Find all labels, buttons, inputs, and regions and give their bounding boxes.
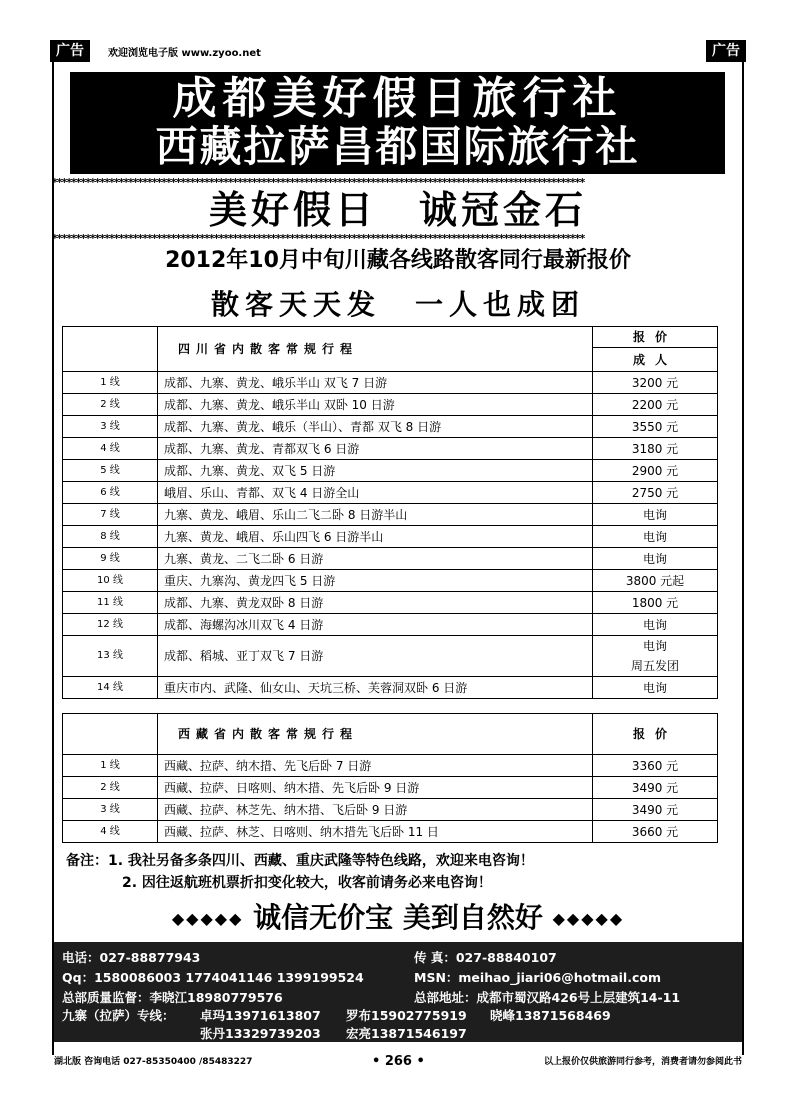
- table-row: [63, 799, 718, 821]
- route-description: 九寨、黄龙、峨眉、乐山二飞二卧 8 日游半山: [158, 504, 593, 526]
- price-value: 电询: [642, 617, 667, 632]
- route-description: 九寨、黄龙、峨眉、乐山四飞 6 日游半山: [158, 526, 593, 548]
- contact-person: 张丹13329739203: [200, 1026, 321, 1041]
- contact-person: 罗布15902775919: [346, 1008, 467, 1023]
- footer-hotline: 湖北版 咨询电话 027-85350400 /85483227: [54, 1057, 253, 1067]
- route-number: 1 线: [63, 372, 158, 394]
- route-price: [593, 394, 718, 416]
- route-price: [593, 460, 718, 482]
- table-row: [63, 636, 718, 677]
- motto-text: 诚信无价宝 美到自然好: [253, 901, 543, 934]
- sichuan-route-rows: [63, 372, 718, 699]
- table-row: [63, 821, 718, 843]
- price-value: 3200 元: [631, 375, 679, 390]
- route-price: [593, 614, 718, 636]
- price-value: 3550 元: [631, 419, 679, 434]
- table-header-row: [63, 327, 718, 348]
- contact-panel: [54, 942, 742, 1042]
- price-value: 2900 元: [631, 463, 679, 478]
- table-row: [63, 482, 718, 504]
- sichuan-heading: 四川省内散客常规行程: [158, 327, 593, 372]
- route-price: [593, 636, 718, 677]
- price-value: 电询: [642, 680, 667, 695]
- route-description: 西藏、拉萨、林芝、日喀则、纳木措先飞后卧 11 日: [158, 821, 593, 843]
- price-value: 2750 元: [631, 485, 679, 500]
- footer-disclaimer: 以上报价仅供旅游同行参考，消费者请勿参阅此书: [543, 1057, 742, 1067]
- table-row: [63, 677, 718, 699]
- phone: 电话：027-88877943: [62, 950, 201, 965]
- route-number: 5 线: [63, 460, 158, 482]
- route-description: 成都、九寨、黄龙、峨乐半山 双飞 7 日游: [158, 372, 593, 394]
- route-description: 西藏、拉萨、林芝先、纳木措、飞后卧 9 日游: [158, 799, 593, 821]
- agency-name-2: 西藏拉萨昌都国际旅行社: [155, 122, 640, 171]
- table-row: [63, 548, 718, 570]
- ad-tag-right: 广告: [706, 40, 746, 62]
- table-row: [63, 504, 718, 526]
- supervisor: 总部质量监督：李晓江18980779576: [62, 990, 283, 1005]
- table-header-row: [63, 714, 718, 755]
- route-price: [593, 504, 718, 526]
- qq-numbers: Qq：1580086003 1774041146 1399199524: [62, 970, 364, 985]
- route-number: 4 线: [63, 821, 158, 843]
- price-value: 3360 元: [631, 758, 679, 773]
- adult-header: 成人: [593, 348, 718, 372]
- sichuan-routes-table: [62, 326, 718, 699]
- msn: MSN：meihao_jiari06@hotmail.com: [414, 970, 661, 985]
- price-value: 3660 元: [631, 824, 679, 839]
- route-number: 11 线: [63, 592, 158, 614]
- route-price: [593, 677, 718, 699]
- route-price: [593, 592, 718, 614]
- route-number: 6 线: [63, 482, 158, 504]
- price-value: 1800 元: [631, 595, 679, 610]
- agency-banner: [70, 72, 725, 174]
- route-description: 九寨、黄龙、二飞二卧 6 日游: [158, 548, 593, 570]
- route-number: 13 线: [63, 636, 158, 677]
- line-label: 九寨（拉萨）专线：: [62, 1008, 175, 1023]
- route-price: [593, 777, 718, 799]
- route-description: 成都、九寨、黄龙、双飞 5 日游: [158, 460, 593, 482]
- route-number: 1 线: [63, 755, 158, 777]
- route-description: 成都、九寨、黄龙、青都双飞 6 日游: [158, 438, 593, 460]
- table-row: [63, 755, 718, 777]
- route-number: 3 线: [63, 416, 158, 438]
- site-url: 欢迎浏览电子版 www.zyoo.net: [108, 48, 261, 59]
- route-price: [593, 416, 718, 438]
- note-1: 1. 我社另备多条四川、西藏、重庆武隆等特色线路，欢迎来电咨询！: [108, 853, 534, 869]
- route-description: 成都、海螺沟冰川双飞 4 日游: [158, 614, 593, 636]
- price-value: 2200 元: [631, 397, 679, 412]
- route-description: 重庆、九寨沟、黄龙四飞 5 日游: [158, 570, 593, 592]
- route-number: 12 线: [63, 614, 158, 636]
- diamond-decoration: ◆◆◆◆◆: [552, 909, 625, 928]
- table-row: [63, 372, 718, 394]
- star-divider: ****************************************************************************************************************: [52, 178, 585, 188]
- contact-person: 晓峰13871568469: [490, 1008, 611, 1023]
- price-header: 报价: [593, 327, 718, 348]
- route-price: [593, 548, 718, 570]
- table-row: [63, 570, 718, 592]
- slogan: 美好假日 诚冠金石: [208, 188, 587, 232]
- page-title: 2012年10月中旬川藏各线路散客同行最新报价: [165, 248, 631, 273]
- price-value: 电询: [642, 529, 667, 544]
- note-2: 2. 因往返航班机票折扣变化较大，收客前请务必来电咨询！: [122, 875, 492, 891]
- table-row: [63, 614, 718, 636]
- tibet-heading: 西藏省内散客常规行程: [158, 714, 593, 755]
- tagline: 散客天天发 一人也成团: [210, 288, 585, 321]
- price-value: 电询: [642, 507, 667, 522]
- route-price: [593, 372, 718, 394]
- price-value: 电询: [642, 551, 667, 566]
- notes: [66, 850, 736, 894]
- route-price: [593, 526, 718, 548]
- route-description: 成都、九寨、黄龙、峨乐半山 双卧 10 日游: [158, 394, 593, 416]
- route-number: 9 线: [63, 548, 158, 570]
- tibet-routes-table: [62, 713, 718, 843]
- route-description: 成都、九寨、黄龙双卧 8 日游: [158, 592, 593, 614]
- table-row: [63, 394, 718, 416]
- route-description: 重庆市内、武隆、仙女山、天坑三桥、芙蓉洞双卧 6 日游: [158, 677, 593, 699]
- agency-name-1: 成都美好假日旅行社: [172, 73, 623, 124]
- footer: [52, 1052, 744, 1072]
- table-row: [63, 438, 718, 460]
- route-number: 10 线: [63, 570, 158, 592]
- price-header: 报价: [593, 714, 718, 755]
- route-description: 西藏、拉萨、纳木措、先飞后卧 7 日游: [158, 755, 593, 777]
- notes-label: 备注：: [66, 853, 108, 869]
- route-number: 2 线: [63, 777, 158, 799]
- top-bar: [50, 40, 746, 64]
- diamond-decoration: ◆◆◆◆◆: [171, 909, 244, 928]
- route-description: 成都、稻城、亚丁双飞 7 日游: [158, 636, 593, 677]
- table-row: [63, 416, 718, 438]
- route-number: 3 线: [63, 799, 158, 821]
- price-value: 3490 元: [631, 802, 679, 817]
- route-description: 成都、九寨、黄龙、峨乐（半山）、青都 双飞 8 日游: [158, 416, 593, 438]
- motto: [52, 898, 744, 939]
- star-divider: ****************************************************************************************************************: [52, 234, 585, 244]
- route-description: 西藏、拉萨、日喀则、纳木措、先飞后卧 9 日游: [158, 777, 593, 799]
- route-number: 4 线: [63, 438, 158, 460]
- route-price: [593, 438, 718, 460]
- table-row: [63, 460, 718, 482]
- page-number: • 266 •: [372, 1054, 425, 1069]
- route-price: [593, 482, 718, 504]
- table-row: [63, 592, 718, 614]
- table-row: [63, 777, 718, 799]
- tibet-route-rows: [63, 755, 718, 843]
- price-value: 3180 元: [631, 441, 679, 456]
- route-number: 14 线: [63, 677, 158, 699]
- table-row: [63, 526, 718, 548]
- contact-person: 卓玛13971613807: [200, 1008, 321, 1023]
- route-price: [593, 570, 718, 592]
- address: 总部地址：成都市蜀汉路426号上层建筑14-11: [414, 990, 681, 1005]
- ad-tag-left: 广告: [50, 40, 90, 62]
- route-number: 7 线: [63, 504, 158, 526]
- route-price: [593, 755, 718, 777]
- route-number: 8 线: [63, 526, 158, 548]
- fax: 传 真：027-88840107: [414, 950, 557, 965]
- route-description: 峨眉、乐山、青都、双飞 4 日游全山: [158, 482, 593, 504]
- price-value: 3800 元起: [625, 573, 685, 588]
- route-price: [593, 799, 718, 821]
- price-value: 电询: [642, 639, 667, 653]
- price-value: 3490 元: [631, 780, 679, 795]
- route-price: [593, 821, 718, 843]
- route-number: 2 线: [63, 394, 158, 416]
- price-note: 周五发团: [630, 659, 679, 673]
- contact-person: 宏亮13871546197: [346, 1026, 467, 1041]
